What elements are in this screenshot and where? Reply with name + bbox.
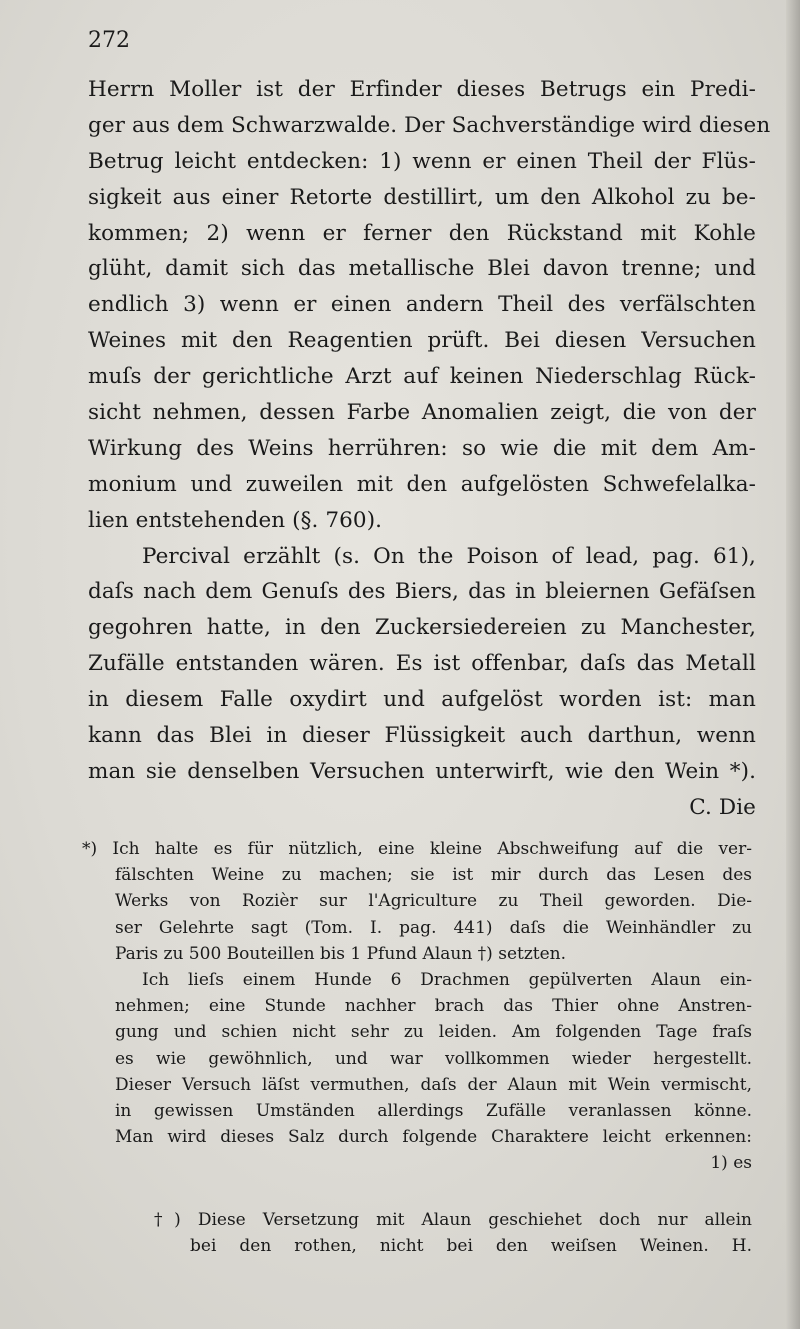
footnote-dagger — [154, 1207, 752, 1259]
footnote-line: Werks von Rozièr sur l'Agriculture zu Theil geworden. Die- — [115, 891, 752, 912]
footnote-line: Man wird dieses Salz durch folgende Charaktere leicht erkennen: — [115, 1127, 752, 1148]
page-edge-shadow — [786, 0, 800, 1329]
text-line: man sie denselben Versuchen unterwirft, wie den Wein *). — [88, 758, 756, 784]
text-line: ger aus dem Schwarzwalde. Der Sachverständige wird diesen — [88, 112, 771, 138]
footnote-line: in gewissen Umständen allerdings Zufälle veranlassen könne. — [115, 1100, 752, 1121]
text-line: Percival erzählt (s. On the Poison of lead, pag. 61), — [142, 543, 756, 569]
main-text — [88, 72, 771, 826]
text-line: endlich 3) wenn er einen andern Theil des verfälschten — [88, 292, 756, 318]
catchword: C. Die — [689, 794, 756, 820]
text-line: in diesem Falle oxydirt und aufgelöst worden ist: man — [88, 687, 756, 713]
footnote-line: †) Diese Versetzung mit Alaun geschiehet doch nur allein — [154, 1210, 752, 1230]
text-line: Wirkung des Weins herrühren: so wie die mit dem Am- — [88, 435, 756, 461]
text-line: daſs nach dem Genuſs des Biers, das in bleiernen Gefäſsen — [88, 579, 756, 605]
text-line: glüht, damit sich das metallische Blei davon trenne; und — [88, 256, 756, 282]
text-line: Zufälle entstanden wären. Es ist offenbar, daſs das Metall — [88, 651, 756, 677]
footnote-line: Dieser Versuch läſst vermuthen, daſs der Alaun mit Wein vermischt, — [115, 1074, 752, 1095]
text-line: sicht nehmen, dessen Farbe Anomalien zeigt, die von der — [88, 400, 756, 426]
text-line: kann das Blei in dieser Flüssigkeit auch darthun, wenn — [88, 723, 756, 749]
text-line: Betrug leicht entdecken: 1) wenn er einen Theil der Flüs- — [88, 148, 756, 174]
text-line: sigkeit aus einer Retorte destillirt, um den Alkohol zu be- — [88, 184, 756, 210]
footnote-line: gung und schien nicht sehr zu leiden. Am folgenden Tage fraſs — [115, 1022, 752, 1043]
footnote-line: *) Ich halte es für nützlich, eine kleine Abschweifung auf die ver- — [82, 839, 752, 859]
page-number: 272 — [88, 28, 130, 53]
footnote-catchword: 1) es — [710, 1153, 752, 1174]
footnote-line: bei den rothen, nicht bei den weiſsen Weinen. H. — [190, 1236, 752, 1257]
text-line: lien entstehenden (§. 760). — [88, 507, 383, 533]
footnote-line: Paris zu 500 Bouteillen bis 1 Pfund Alaun †) setzten. — [115, 943, 567, 964]
text-line: muſs der gerichtliche Arzt auf keinen Niederschlag Rück- — [88, 364, 756, 390]
text-line: Weines mit den Reagentien prüft. Bei diesen Versuchen — [88, 328, 756, 354]
footnote-star — [82, 836, 752, 1176]
text-line: kommen; 2) wenn er ferner den Rückstand mit Kohle — [88, 220, 756, 246]
footnote-line: es wie gewöhnlich, und war vollkommen wieder hergestellt. — [115, 1048, 752, 1069]
footnote-line: nehmen; eine Stunde nachher brach das Thier ohne Anstren- — [115, 996, 752, 1017]
footnote-line: ser Gelehrte sagt (Tom. I. pag. 441) daſs die Weinhändler zu — [115, 917, 752, 938]
text-line: gegohren hatte, in den Zuckersiedereien zu Manchester, — [88, 615, 756, 641]
text-line: monium und zuweilen mit den aufgelösten Schwefelalka- — [88, 471, 756, 497]
footnote-line: fälschten Weine zu machen; sie ist mir durch das Lesen des — [115, 865, 752, 886]
text-line: Herrn Moller ist der Erfinder dieses Betrugs ein Predi- — [88, 77, 756, 102]
footnote-line: Ich lieſs einem Hunde 6 Drachmen gepülverten Alaun ein- — [142, 969, 752, 990]
